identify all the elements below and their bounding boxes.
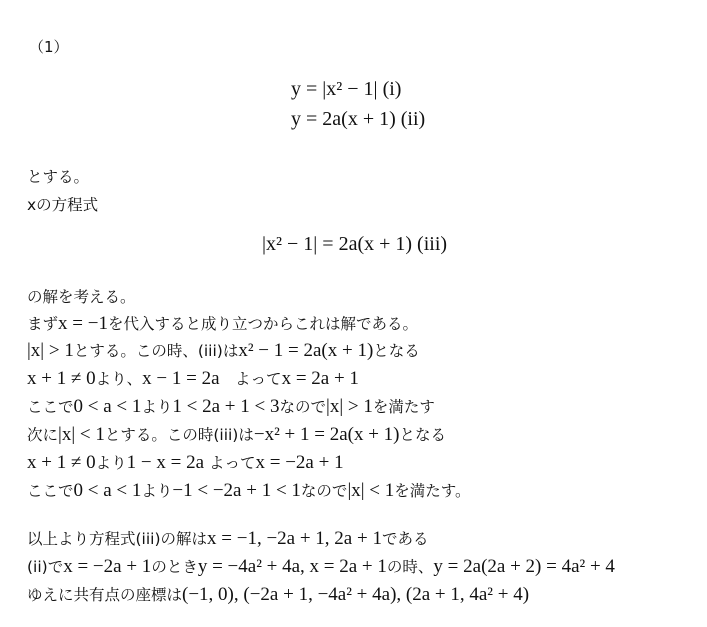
line-text: よって [204,454,256,472]
line-text: より [141,482,173,500]
line-math: 0 < a < 1 [73,396,142,417]
solution-line-7 [27,451,344,474]
line-text: (ii)で [27,558,64,576]
line-math: x = −2a + 1 [63,556,152,577]
line-text: とする。この時、(iii)は [73,342,239,360]
solution-line-6 [27,423,446,446]
line-math: |x| > 1 [27,340,74,361]
line-text: の解を考える。 [27,288,136,306]
line-text: より [95,454,127,472]
line-math: y = −4a² + 4a, x = 2a + 1 [197,556,387,577]
solution-line-10 [27,555,615,578]
line-math: |x| < 1 [58,424,105,445]
line-math: 0 < a < 1 [73,480,142,501]
line-math: x = 2a + 1 [281,368,359,389]
solution-line-3 [27,339,420,362]
line-math: |x| > 1 [326,396,373,417]
line-math: x = −1 [58,313,108,334]
line-text: 次に [27,426,59,444]
solution-line-5 [27,395,435,418]
line-math: 1 < 2a + 1 < 3 [172,396,280,417]
solution-line-9 [27,527,428,550]
line-text: なので [300,482,348,500]
equation-ii: y = 2a(x + 1) (ii) [291,108,426,130]
line-text: を代入すると成り立つからこれは解である。 [107,315,418,333]
solution-line-8 [27,479,471,502]
solution-line-11 [27,583,529,606]
equation-i: y = |x² − 1| (i) [291,78,402,100]
line-text: より [141,398,173,416]
line-math: x + 1 ≠ 0 [27,452,96,473]
line-text: となる [399,426,447,444]
line-math: x + 1 ≠ 0 [27,368,96,389]
line-math: −1 < −2a + 1 < 1 [172,480,301,501]
equation-iii: |x² − 1| = 2a(x + 1) (iii) [262,233,448,255]
line-text: ここで [27,482,74,500]
line-math: x − 1 = 2a [142,368,220,389]
line-text: よって [219,370,282,388]
line-math: y = 2a(2a + 2) = 4a² + 4 [433,556,615,577]
line-math: −x² + 1 = 2a(x + 1) [253,424,400,445]
solution-line-1 [27,285,136,307]
line-text: を満たす [372,398,435,416]
line-text: のとき [151,558,198,576]
line-text: 以上より方程式(iii)の解は [27,530,208,548]
line-math: x = −2a + 1 [255,452,344,473]
line-math: |x| < 1 [347,480,395,501]
intro-text-2: xの方程式 [27,196,99,214]
line-math: 1 − x = 2a [126,452,205,473]
line-text: である [381,530,429,548]
line-text: を満たす。 [394,482,471,500]
line-math: x = −1, −2a + 1, 2a + 1 [207,528,382,549]
line-text: なので [279,398,327,416]
solution-line-4 [27,367,359,390]
intro-text-1: とする。 [27,168,90,186]
line-text: ここで [27,398,74,416]
line-text: とする。この時(iii)は [104,426,254,444]
line-text: まず [27,315,59,333]
line-text: より、 [95,370,143,388]
line-text: となる [373,342,420,360]
line-math: x² − 1 = 2a(x + 1) [238,340,374,361]
line-text: ゆえに共有点の座標は [27,586,183,604]
line-math: (−1, 0), (−2a + 1, −4a² + 4a), (2a + 1, 4a² + 4) [182,584,530,605]
solution-line-2 [27,312,418,335]
line-text: の時、 [386,558,434,576]
section-heading: （1） [29,38,69,56]
